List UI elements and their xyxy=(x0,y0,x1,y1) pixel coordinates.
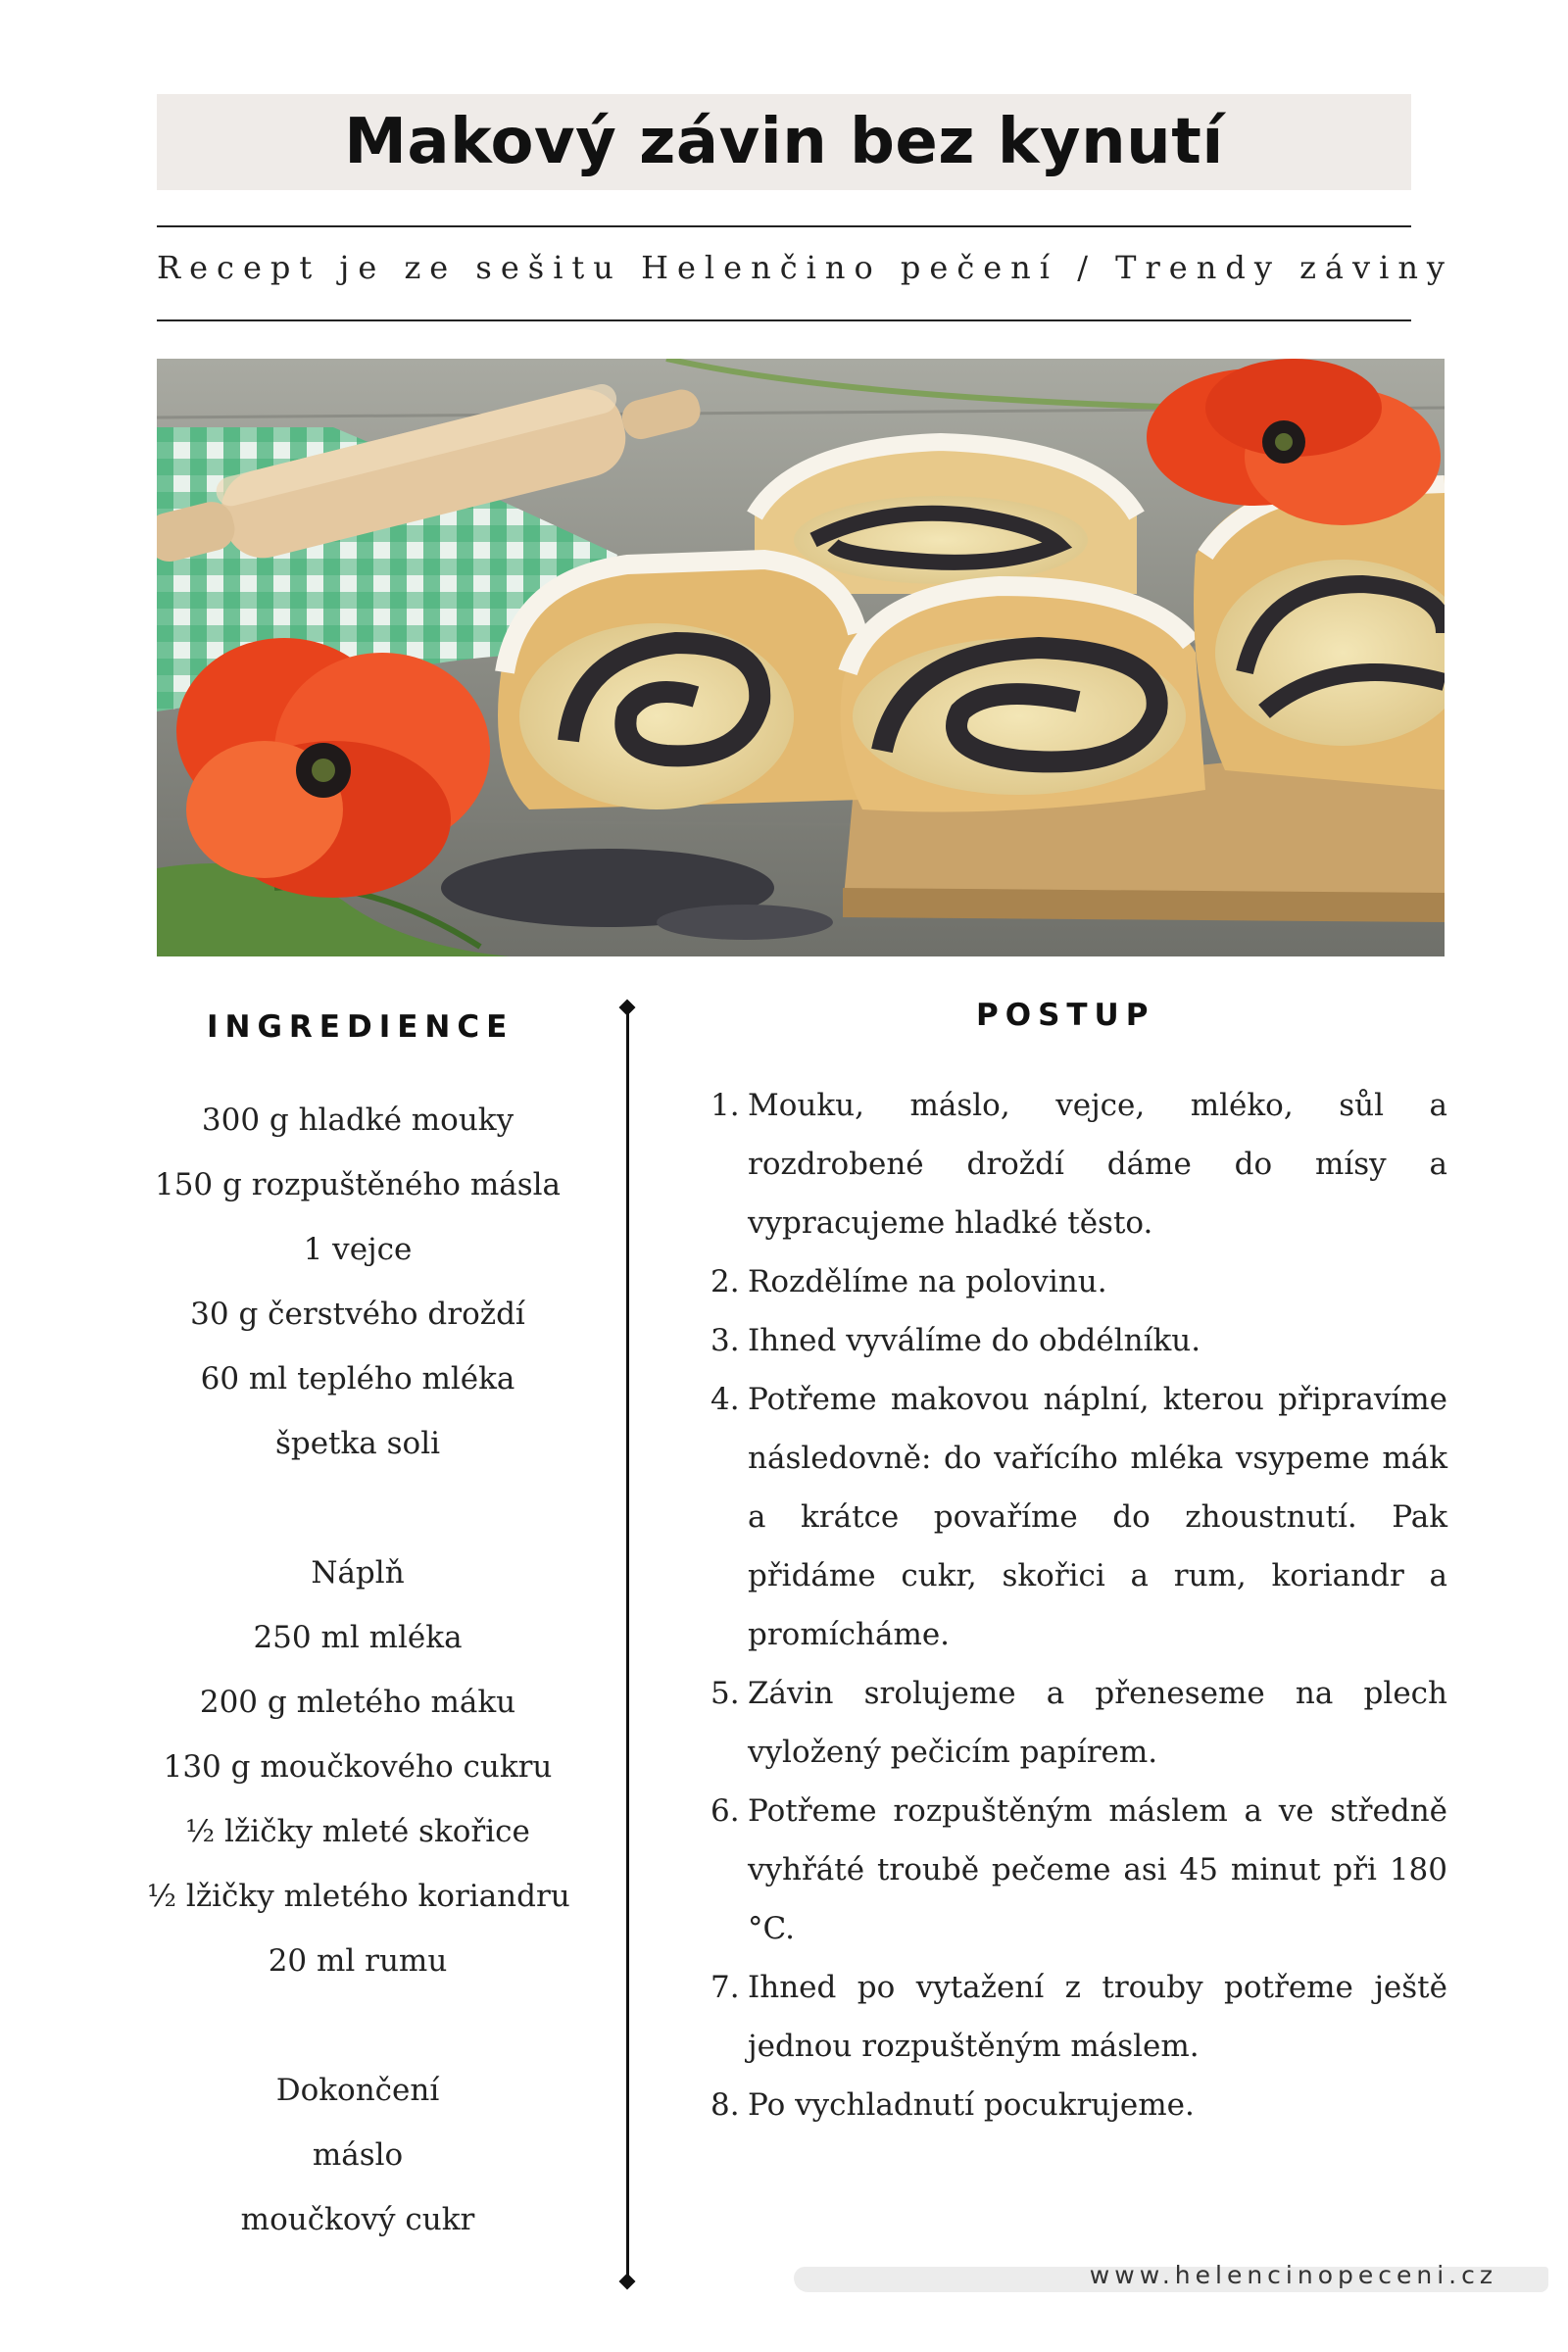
title-banner xyxy=(157,94,1411,190)
ingredients-heading: INGREDIENCE xyxy=(207,1009,514,1045)
step-number: 8. xyxy=(710,2087,740,2123)
list-item: 30 g čerstvého droždí xyxy=(190,1297,525,1332)
list-item: 300 g hladké mouky xyxy=(201,1102,514,1138)
step-number: 7. xyxy=(710,1970,740,2005)
method-steps xyxy=(710,1076,1447,2134)
step-number: 1. xyxy=(710,1088,740,1123)
list-item: špetka soli xyxy=(274,1426,441,1461)
divider-diamond-bottom xyxy=(619,2274,636,2290)
step-item xyxy=(710,1782,1447,1958)
top-rule xyxy=(157,225,1411,227)
step-item xyxy=(710,1664,1447,1782)
list-item: 1 vejce xyxy=(303,1232,413,1267)
method-heading: POSTUP xyxy=(976,998,1155,1033)
filling-title: Náplň xyxy=(311,1555,405,1591)
list-item: 150 g rozpuštěného másla xyxy=(154,1167,562,1202)
step-text: Potřeme makovou náplní, kterou připravíme následovně: do vařícího mléka vsypeme mák a krátce povaříme do zhoustnutí. Pak přidáme cukr, skořici a rum, koriandr a promícháme. xyxy=(748,1382,1447,1652)
footer xyxy=(794,2259,1548,2298)
page-title: Makový závin bez kynutí xyxy=(344,106,1224,178)
step-text: Rozdělíme na polovinu. xyxy=(748,1264,1107,1299)
step-number: 2. xyxy=(710,1264,740,1299)
list-item: 20 ml rumu xyxy=(268,1943,448,1979)
subtitle: Recept je ze sešitu Helenčino pečení / Trendy záviny xyxy=(157,249,1453,286)
step-number: 6. xyxy=(710,1793,740,1829)
finish-group xyxy=(147,2058,568,2252)
list-item: 200 g mletého máku xyxy=(199,1685,516,1720)
step-number: 3. xyxy=(710,1323,740,1358)
finish-title: Dokončení xyxy=(275,2073,440,2108)
divider-diamond-top xyxy=(619,1000,636,1016)
list-item: ½ lžičky mletého koriandru xyxy=(147,1879,570,1914)
filling-group xyxy=(147,1541,568,1993)
step-number: 4. xyxy=(710,1382,740,1417)
step-item xyxy=(710,2076,1447,2134)
website-link[interactable]: www.helencinopeceni.cz xyxy=(1089,2261,1497,2289)
list-item: 250 ml mléka xyxy=(253,1620,463,1655)
step-item xyxy=(710,1076,1447,1252)
dough-group xyxy=(147,1088,568,1476)
step-item xyxy=(710,1958,1447,2076)
ingredients-list xyxy=(147,1088,568,2317)
list-item: 60 ml teplého mléka xyxy=(200,1361,515,1396)
step-text: Potřeme rozpuštěným máslem a ve středně vyhřáté troubě pečeme asi 45 minut při 180 °C. xyxy=(748,1793,1447,1946)
step-number: 5. xyxy=(710,1676,740,1711)
column-divider xyxy=(626,1007,629,2281)
step-text: Po vychladnutí pocukrujeme. xyxy=(748,2087,1195,2123)
list-item: ½ lžičky mleté skořice xyxy=(185,1814,530,1849)
step-text: Závin srolujeme a přeneseme na plech vyložený pečicím papírem. xyxy=(748,1676,1447,1770)
step-item xyxy=(710,1311,1447,1370)
step-text: Ihned vyválíme do obdélníku. xyxy=(748,1323,1201,1358)
step-text: Mouku, máslo, vejce, mléko, sůl a rozdrobené droždí dáme do mísy a vypracujeme hladké těsto. xyxy=(748,1088,1447,1241)
poppy-seed-roll-photo xyxy=(157,359,1445,956)
step-text: Ihned po vytažení z trouby potřeme ještě jednou rozpuštěným máslem. xyxy=(748,1970,1447,2064)
list-item: máslo xyxy=(312,2137,404,2173)
bottom-rule xyxy=(157,319,1411,321)
step-item xyxy=(710,1370,1447,1664)
list-item: moučkový cukr xyxy=(240,2202,475,2237)
step-item xyxy=(710,1252,1447,1311)
list-item: 130 g moučkového cukru xyxy=(163,1749,553,1785)
